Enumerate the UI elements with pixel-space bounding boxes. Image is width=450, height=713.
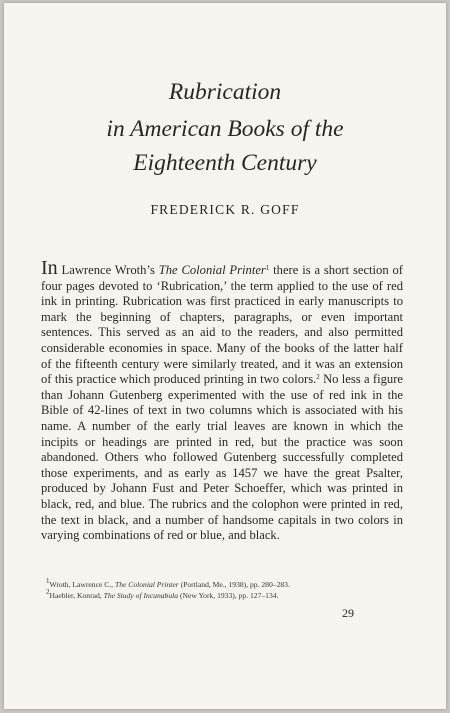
- footnote-1-mark: 1: [46, 577, 50, 585]
- title-line-2: in American Books of the: [106, 116, 344, 142]
- body-text-b: No less a figure than Johann Gutenberg experimented with the use of red ink in the Bible of 42-lines of text in two columns which is associated with his name. A number of the early trial leaves are known in which the incipits or headings are printed in red, but the practice was soon abandoned. Others who followed Gutenberg successfully completed those experiments, and as early as 1457 we have the great Psalter, produced by Johann Fust and Peter Schoeffer, which was printed in black, red, and blue. The rubrics and the colophon were printed in red, the text in black, and a number of handsome capitals in two colors in varying combinations of red or blue, and black.: [41, 372, 403, 543]
- body-lead: Lawrence Wroth’s: [57, 263, 159, 277]
- body-paragraph: [41, 257, 403, 544]
- author-name: FREDERICK R. GOFF: [150, 202, 300, 217]
- footnote-2: [46, 588, 406, 601]
- footnote-2-pre: Haebler, Konrad,: [49, 591, 104, 600]
- title-line-1: Rubrication: [168, 79, 282, 105]
- title-line-3: Eighteenth Century: [133, 150, 317, 176]
- body-text-a: there is a short section of four pages devoted to ‘Rubrication,’ the term applied to the use of red ink in printing. Rubrication was first practiced in early manuscripts to mark the beginning of chapters, paragraphs, or even important sentences. This served as an aid to the readers, and also permitted considerable economies in space. Many of the books of the latter half of the fifteenth century were similarly treated, and it was an extension of this practice which produced printing in two colors.: [41, 263, 403, 387]
- article-body: [41, 257, 403, 544]
- footnote-2-post: (New York, 1933), pp. 127–134.: [178, 591, 279, 600]
- drop-cap: In: [41, 257, 58, 279]
- footnote-2-mark: 2: [46, 588, 50, 596]
- footnote-1-post: (Portland, Me., 1938), pp. 280–283.: [178, 580, 290, 589]
- book-title: The Colonial Printer: [158, 263, 266, 277]
- footnote-1-pre: Wroth, Lawrence C.,: [49, 580, 115, 589]
- page-number: 29: [342, 606, 354, 620]
- book-page: [4, 3, 446, 709]
- footnote-1: [46, 577, 406, 590]
- footnote-1-title: The Colonial Printer: [114, 580, 179, 589]
- footnote-2-title: The Study of Incunabula: [103, 591, 179, 600]
- footnote-ref-1[interactable]: 1: [265, 264, 270, 272]
- footnote-ref-2[interactable]: 2: [316, 373, 320, 382]
